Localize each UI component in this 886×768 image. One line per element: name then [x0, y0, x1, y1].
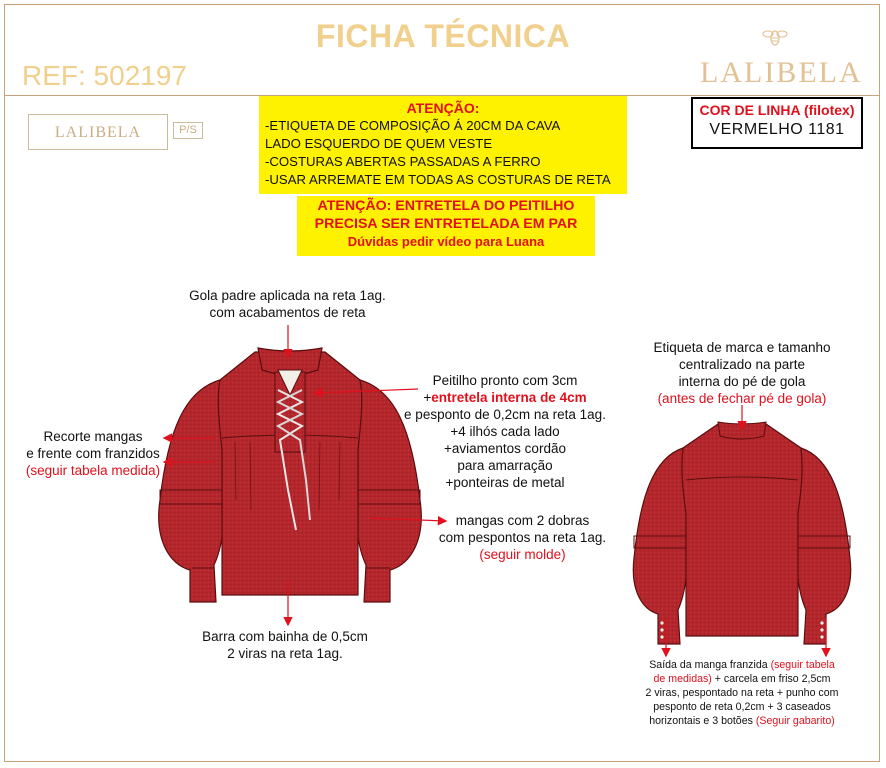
note-line: mangas com 2 dobras — [455, 513, 590, 528]
note-hem — [170, 628, 400, 662]
note-line: 2 viras, pespontado na reta + punho com — [645, 687, 839, 699]
note-highlight: de medidas) — [653, 673, 712, 685]
reference-code: REF: 502197 — [22, 60, 187, 91]
note-line: centralizado na parte — [678, 357, 806, 372]
warning-line: PRECISA SER ENTRETELADA EM PAR — [314, 216, 578, 232]
attention-line: LADO ESQUERDO DE QUEM VESTE — [265, 136, 493, 151]
note-line: +4 ilhós cada lado — [450, 424, 560, 439]
note-highlight: (seguir tabela — [770, 659, 835, 671]
note-highlight: entretela interna de 4cm — [431, 390, 587, 405]
note-line: Etiqueta de marca e tamanho — [653, 340, 831, 355]
note-line: pesponto de reta 0,2cm + 3 caseados — [653, 701, 831, 713]
size-label-sample: P/S — [173, 122, 203, 139]
note-line: Gola padre aplicada na reta 1ag. — [189, 288, 386, 303]
note-sleeve-fold — [425, 512, 620, 563]
thread-color-label: COR DE LINHA (filotex) — [699, 102, 855, 118]
note-line: +aviamentos cordão — [444, 441, 566, 456]
note-line: Recorte mangas — [43, 429, 143, 444]
note-line — [622, 672, 862, 686]
warning-line: ATENÇÃO: ENTRETELA DO PEITILHO — [317, 198, 575, 214]
note-line: Barra com bainha de 0,5cm — [202, 629, 368, 644]
note-line: e frente com franzidos — [26, 446, 160, 461]
note-line: com acabamentos de reta — [209, 305, 366, 320]
attention-line: -COSTURAS ABERTAS PASSADAS A FERRO — [265, 154, 541, 169]
attention-line: -USAR ARREMATE EM TODAS AS COSTURAS DE RETA — [265, 172, 611, 187]
note-text: + carcela em friso 2,5cm — [711, 673, 831, 685]
thread-color-value: VERMELHO 1181 — [709, 121, 845, 138]
page-title: FICHA TÉCNICA — [315, 18, 571, 54]
brand-logo: LALIBELA — [700, 56, 863, 89]
warning-line: Dúvidas pedir vídeo para Luana — [347, 234, 545, 249]
note-sleeve-cut — [12, 428, 174, 479]
note-line — [622, 714, 862, 728]
brand-label-sample: LALIBELA — [28, 114, 168, 150]
note-line: Peitilho pronto com 3cm — [432, 373, 578, 388]
note-highlight: (seguir molde) — [479, 547, 566, 562]
note-line — [385, 389, 625, 406]
note-plus: + — [423, 390, 432, 405]
note-line: para amarração — [457, 458, 553, 473]
note-placket — [385, 372, 625, 491]
note-line: 2 viras na reta 1ag. — [227, 646, 343, 661]
note-line: interna do pé de gola — [678, 374, 806, 389]
note-text: horizontais e 3 botões — [649, 715, 756, 727]
note-line: e pesponto de 0,2cm na reta 1ag. — [404, 407, 606, 422]
note-line: +ponteiras de metal — [445, 475, 565, 490]
note-highlight: (Seguir gabarito) — [755, 715, 835, 727]
note-cuff — [622, 658, 862, 728]
attention-line: -ETIQUETA DE COMPOSIÇÃO Á 20CM DA CAVA — [265, 118, 561, 133]
note-line — [622, 658, 862, 672]
note-line: com pespontos na reta 1ag. — [438, 530, 607, 545]
note-back-label — [628, 339, 856, 407]
note-text: Saída da manga franzida — [649, 659, 771, 671]
note-collar — [160, 287, 415, 321]
attention-heading: ATENÇÃO: — [406, 100, 480, 116]
note-highlight: (seguir tabela medida) — [25, 463, 161, 478]
note-highlight: (antes de fechar pé de gola) — [657, 391, 827, 406]
